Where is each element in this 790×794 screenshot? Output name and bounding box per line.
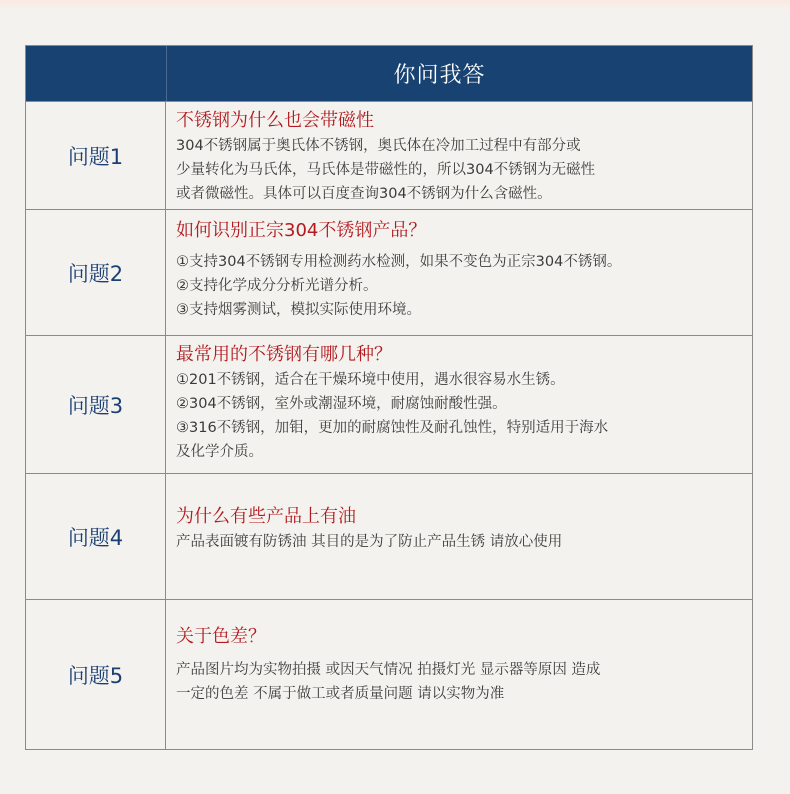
answer-cell (166, 210, 752, 335)
table-title: 你问我答 (393, 63, 486, 88)
answer-line: ③316不锈钢，加钼，更加的耐腐蚀性及耐孔蚀性，特别适用于海水 (176, 420, 609, 436)
qa-row-3 (26, 336, 752, 474)
table-header (26, 46, 752, 102)
answer-line: ②304不锈钢，室外或潮湿环境，耐腐蚀耐酸性强。 (176, 396, 507, 412)
question-title: 如何识别正宗304不锈钢产品？ (176, 220, 427, 241)
answer-line: 少量转化为马氏体，马氏体是带磁性的，所以304不锈钢为无磁性 (176, 162, 596, 178)
answer-cell (166, 336, 752, 473)
answer-line: 产品图片均为实物拍摄 或因天气情况 拍摄灯光 显示器等原因 造成 (176, 662, 601, 678)
qa-row-1 (26, 102, 752, 210)
question-title: 最常用的不锈钢有哪几种？ (176, 344, 392, 365)
answer-cell (166, 474, 752, 599)
answer-line: ③支持烟雾测试，模拟实际使用环境。 (176, 302, 421, 318)
question-label: 问题5 (26, 600, 166, 749)
question-label: 问题2 (26, 210, 166, 335)
qa-table (25, 45, 753, 750)
top-strip (0, 0, 790, 10)
qa-row-4 (26, 474, 752, 600)
qa-row-2 (26, 210, 752, 336)
answer-line: 304不锈钢属于奥氏体不锈钢，奥氏体在冷加工过程中有部分或 (176, 138, 581, 154)
question-title: 关于色差？ (176, 626, 266, 647)
qa-row-5 (26, 600, 752, 749)
question-label: 问题4 (26, 474, 166, 599)
question-label: 问题1 (26, 102, 166, 209)
answer-line: ②支持化学成分分析光谱分析。 (176, 278, 378, 294)
answer-line: ①201不锈钢，适合在干燥环境中使用，遇水很容易水生锈。 (176, 372, 565, 388)
answer-cell (166, 600, 752, 749)
answer-line: 一定的色差 不属于做工或者质量问题 请以实物为准 (176, 686, 505, 702)
answer-line: ①支持304不锈钢专用检测药水检测，如果不变色为正宗304不锈钢。 (176, 254, 622, 270)
answer-cell (166, 102, 752, 209)
answer-line: 及化学介质。 (176, 444, 263, 460)
header-left-cell (26, 46, 167, 101)
question-label: 问题3 (26, 336, 166, 473)
answer-line: 或者微磁性。具体可以百度查询304不锈钢为什么含磁性。 (176, 186, 552, 202)
question-title: 为什么有些产品上有油 (176, 506, 356, 527)
answer-line: 产品表面镀有防锈油 其目的是为了防止产品生锈 请放心使用 (176, 534, 563, 550)
question-title: 不锈钢为什么也会带磁性 (176, 110, 374, 131)
